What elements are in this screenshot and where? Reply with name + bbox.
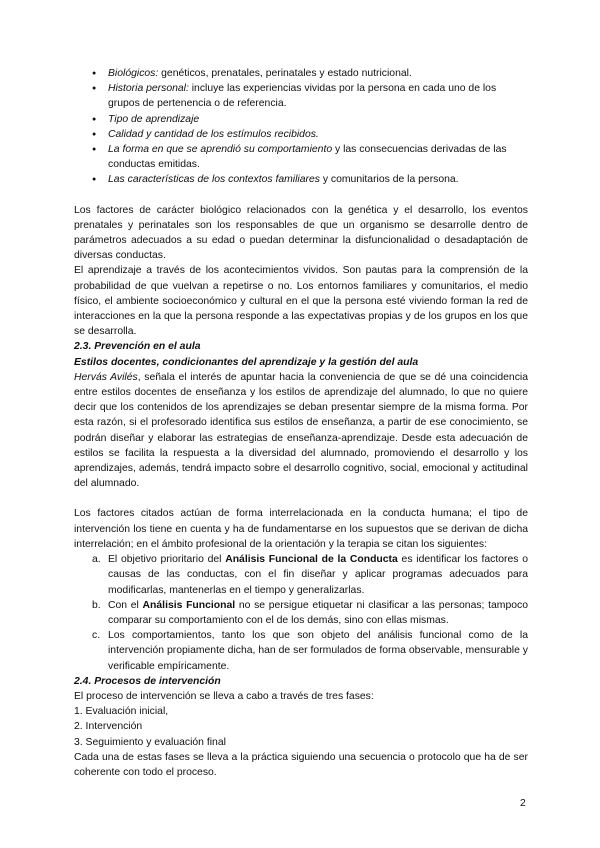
list-item: ● Las características de los contextos familiares y comunitarios de la persona. [92, 172, 528, 187]
paragraph-biological-factors: Los factores de carácter biológico relacionados con la genética y el desarrollo, los eventos prenatales y perinatales son los responsables de que un organismo se desarrolle dentro de parámetros adecuados a su edad o puedan determinar la disfuncionalidad o desadaptación de diversas conductas. [74, 204, 528, 262]
list-item: ● Biológicos: genéticos, prenatales, perinatales y estado nutricional. [92, 66, 528, 81]
phase-item: 2. Intervención [74, 721, 143, 733]
page-number: 2 [520, 798, 526, 809]
factors-list [92, 66, 528, 188]
paragraph-learning: El aprendizaje a través de los acontecimientos vividos. Son pautas para la comprensión de la probabilidad de que vuelvan a repetirse o no. Los entornos familiares y comunitarios, el medio físico, el ambiente socioeconómico y cultural en el que la persona esté viviendo forman la red de interacciones en la que la persona responde a las expectativas propias y de los grupos en los que se desarrolla. [74, 265, 528, 338]
list-item: ● Tipo de aprendizaje [92, 112, 528, 127]
functional-analysis-list [92, 552, 528, 674]
paragraph-process-intro: El proceso de intervención se lleva a cabo a través de tres fases: [74, 690, 374, 702]
paragraph-factors-interrelated: Los factores citados actúan de forma interrelacionada en la conducta humana; el tipo de intervención los tiene en cuenta y ha de fundamentarse en los supuestos que se derivan de dicha interrelación; en el ámbito profesional de la orientación y la terapia se citan los siguientes: [74, 508, 528, 550]
list-item: ● La forma en que se aprendió su comportamiento y las consecuencias derivadas de las conductas emitidas. [92, 142, 528, 172]
list-item: ● Historia personal: incluye las experiencias vividas por la persona en cada uno de los grupos de pertenencia o de referencia. [92, 81, 528, 111]
section-heading-2-4: 2.4. Procesos de intervención [74, 675, 221, 687]
author-name: Hervás Avilés [74, 371, 138, 383]
list-item: ● Calidad y cantidad de los estímulos recibidos. [92, 127, 528, 142]
document-page [74, 66, 528, 780]
paragraph-process-sequence: Cada una de estas fases se lleva a la práctica siguiendo una secuencia o protocolo que ha de ser coherente con todo el proceso. [74, 751, 528, 778]
list-item: b. Con el Análisis Funcional no se persigue etiquetar ni clasificar a las personas; tampoco comparar su comportamiento con el de los demás, sino con ellas mismas. [92, 599, 528, 626]
list-item: a. El objetivo prioritario del Análisis Funcional de la Conducta es identificar los factores o causas de las conductas, con el fin diseñar y aplicar programas adecuados para modificarlas, mantenerlas en el tiempo y generalizarlas. [92, 554, 528, 596]
phase-item: 1. Evaluación inicial, [74, 706, 169, 718]
list-item: c. Los comportamientos, tanto los que son objeto del análisis funcional como de la intervención propiamente dicha, han de ser formulados de forma observable, mensurable y verificable empíricamente. [92, 630, 528, 672]
paragraph-hervas: Hervás Avilés, señala el interés de apuntar hacia la conveniencia de que se dé una coincidencia entre estilos docentes de enseñanza y los estilos de aprendizaje del alumnado, lo que no quiere decir que los contenidos de los aprendizajes se deban presentar siempre de la misma forma. Por esta razón, si el profesorado identifica sus estilos de enseñanza, a partir de ese conocimiento, se podrán diseñar y elaborar las estrategias de enseñanza-aprendizaje. Desde esta adecuación de estilos se facilita la respuesta a la diversidad del alumnado, promoviendo el desarrollo y los aprendizajes, además, tendrá impacto sobre el desarrollo cognitivo, social, emocional y actitudinal del alumnado. [74, 371, 528, 490]
section-heading-2-3: 2.3. Prevención en el aula [74, 341, 201, 353]
phase-item: 3. Seguimiento y evaluación final [74, 736, 226, 748]
section-subheading-teaching-styles: Estilos docentes, condicionantes del aprendizaje y la gestión del aula [74, 356, 419, 368]
